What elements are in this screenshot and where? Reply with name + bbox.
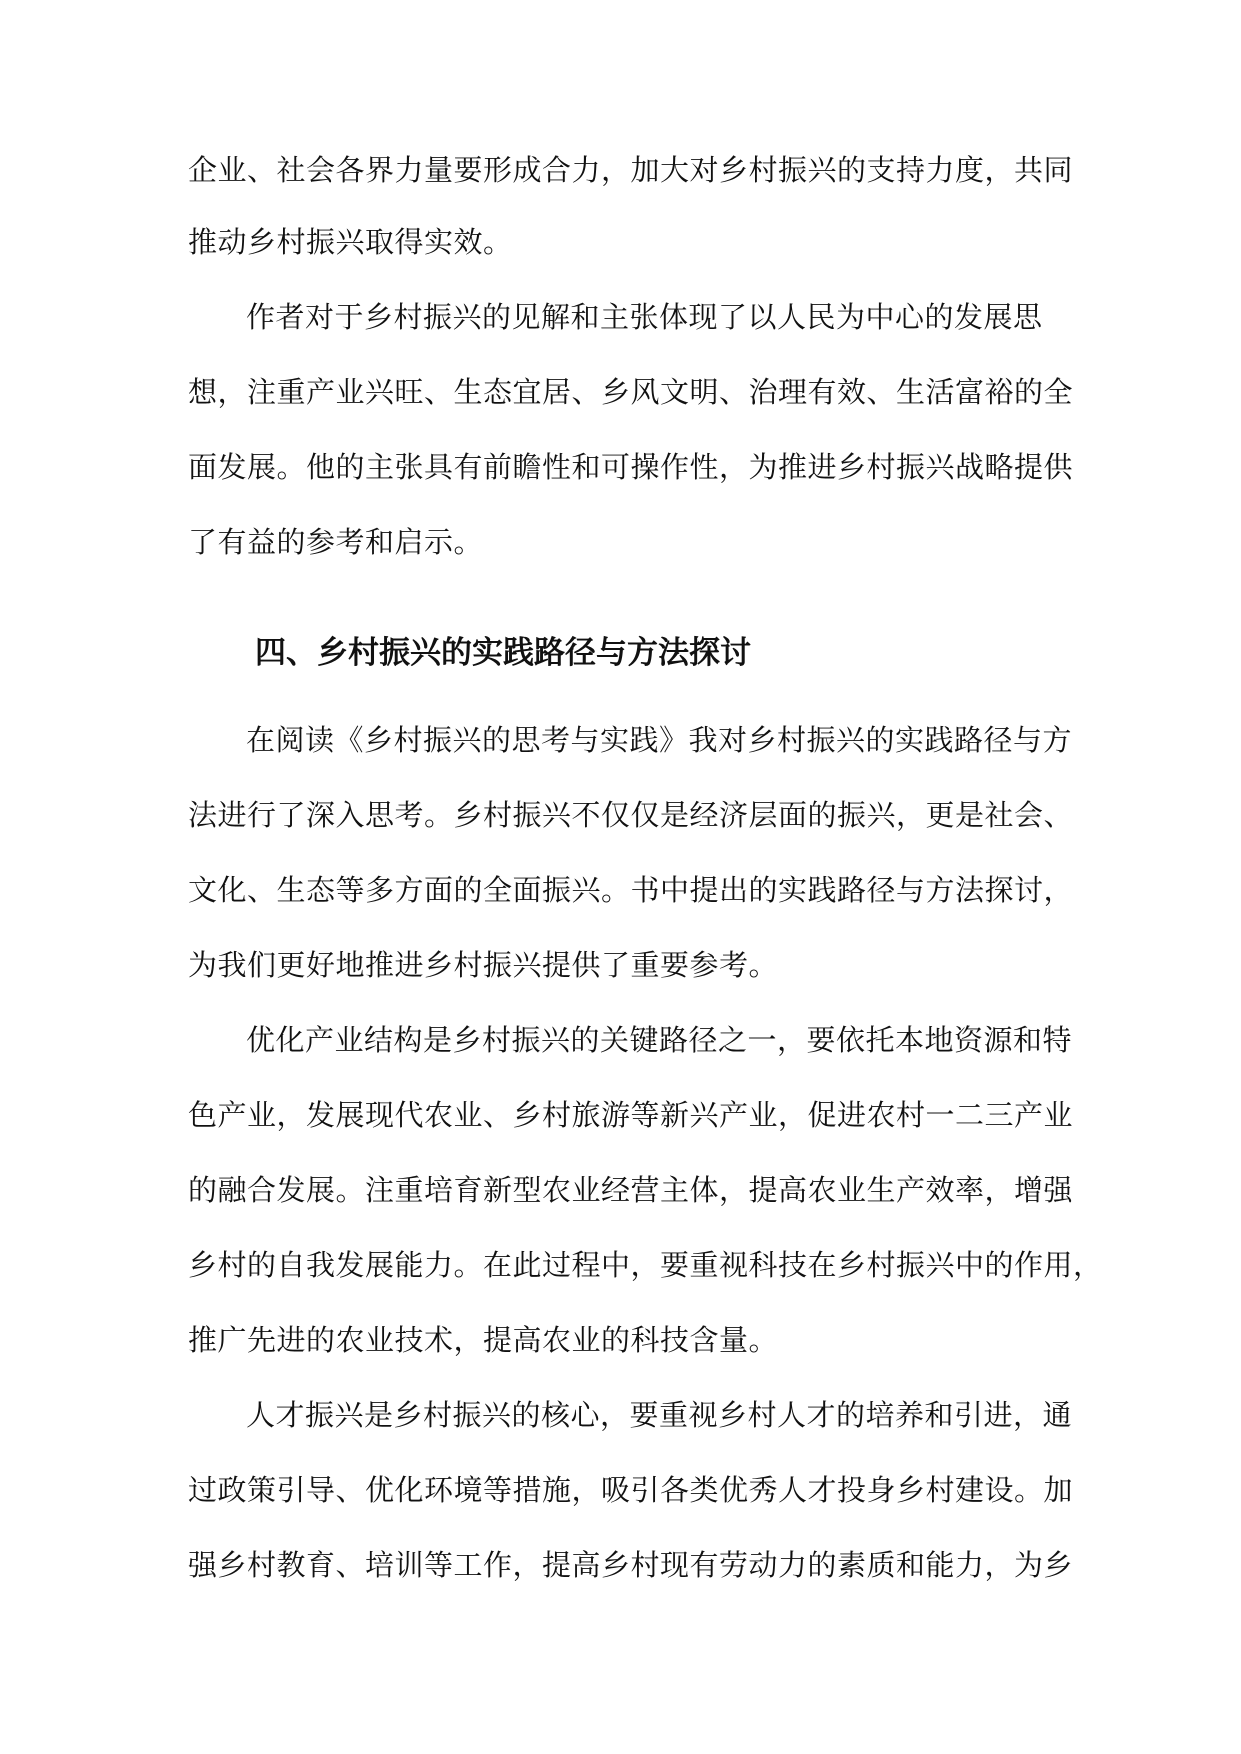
paragraph-line: 过政策引导、优化环境等措施，吸引各类优秀人才投身乡村建设。加 bbox=[188, 1473, 1074, 1507]
paragraph-line: 色产业，发展现代农业、乡村旅游等新兴产业，促进农村一二三产业 bbox=[188, 1098, 1074, 1132]
paragraph-line: 面发展。他的主张具有前瞻性和可操作性，为推进乡村振兴战略提供 bbox=[188, 450, 1074, 484]
paragraph-line: 优化产业结构是乡村振兴的关键路径之一，要依托本地资源和特 bbox=[246, 1023, 1073, 1057]
paragraph-line: 推广先进的农业技术，提高农业的科技含量。 bbox=[188, 1323, 779, 1357]
paragraph-line: 想，注重产业兴旺、生态宜居、乡风文明、治理有效、生活富裕的全 bbox=[188, 375, 1074, 409]
paragraph-line: 推动乡村振兴取得实效。 bbox=[188, 225, 513, 259]
paragraph-line: 乡村的自我发展能力。在此过程中，要重视科技在乡村振兴中的作用， bbox=[188, 1248, 1103, 1282]
paragraph-line: 企业、社会各界力量要形成合力，加大对乡村振兴的支持力度，共同 bbox=[188, 153, 1074, 187]
paragraph-line: 文化、生态等多方面的全面振兴。书中提出的实践路径与方法探讨， bbox=[188, 873, 1074, 907]
section-heading: 四、乡村振兴的实践路径与方法探讨 bbox=[255, 635, 751, 671]
paragraph-line: 作者对于乡村振兴的见解和主张体现了以人民为中心的发展思 bbox=[246, 300, 1043, 334]
paragraph-line: 的融合发展。注重培育新型农业经营主体，提高农业生产效率，增强 bbox=[188, 1173, 1074, 1207]
paragraph-line: 为我们更好地推进乡村振兴提供了重要参考。 bbox=[188, 948, 779, 982]
paragraph-line: 在阅读《乡村振兴的思考与实践》我对乡村振兴的实践路径与方 bbox=[246, 723, 1073, 757]
paragraph-line: 法进行了深入思考。乡村振兴不仅仅是经济层面的振兴，更是社会、 bbox=[188, 798, 1074, 832]
paragraph-line: 了有益的参考和启示。 bbox=[188, 525, 484, 559]
paragraph-line: 人才振兴是乡村振兴的核心，要重视乡村人才的培养和引进，通 bbox=[246, 1398, 1073, 1432]
paragraph-line: 强乡村教育、培训等工作，提高乡村现有劳动力的素质和能力，为乡 bbox=[188, 1548, 1074, 1582]
